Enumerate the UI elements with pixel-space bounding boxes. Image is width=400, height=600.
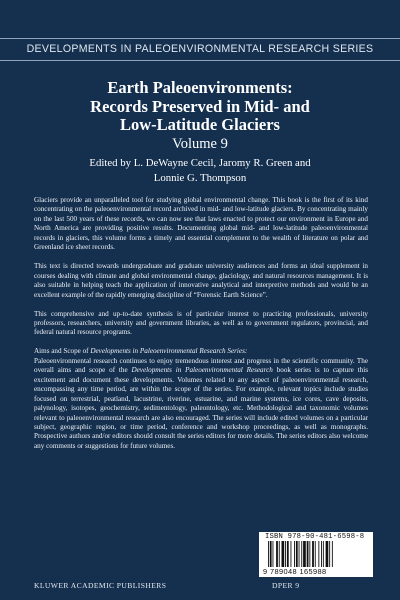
- barcode-digits: 9 789048 165988: [263, 567, 327, 576]
- barcode-icon: [268, 541, 366, 567]
- blurb: [34, 196, 368, 461]
- book-title-line: Earth Paleoenvironments:: [107, 78, 293, 97]
- book-title-line: Low-Latitude Glaciers: [120, 115, 280, 134]
- series-title: DEVELOPMENTS IN PALEOENVIRONMENTAL RESEARCH SERIES: [26, 43, 374, 55]
- blurb-paragraph: Glaciers provide an unparalleled tool for studying global environmental change. This book is the first of its kind concentrating on the paleoenvironmental record archived in mid- and low-latitude glaciers. By concentrating mainly on the last 500 years of these records, we can now see that laws enacted to protect our environment in Europe and North America are providing positive results. Documenting global mid- and low-latitude paleoenvironmental records in glaciers, this volume forms a timely and essential complement to the wealth of literature on polar and Greenland ice sheet records.: [34, 196, 368, 252]
- isbn-label: ISBN 978-90-481-6598-8: [265, 533, 365, 541]
- aims-text: Paleoenvironmental research continues to enjoy tremendous interest and progress in the scientific community. The overall aims and scope of the: [34, 356, 368, 375]
- aims-series-name: Developments in Paleoenvironmental Research: [131, 366, 273, 375]
- isbn-barcode-box: [259, 532, 373, 577]
- series-banner: [0, 36, 400, 64]
- aims-text: book series is to capture this excitement and document these developments. Volumes related to any aspect of paleoenvironmental research, encompassing any time period, are within the scope of the series. For example, relevant topics include studies focused on terrestrial, peatland, lacustrine, riverine, estuarine, and marine systems, ice cores, cave deposits, palynology, isotopes, geochemistry, sedimentology, paleontology, etc. Methodological and taxonomic volumes relevant to paleoenvironmental research are also encouraged. The series will include edited volumes on a particular subject, geographic region, or time period, conference and workshop proceedings, as well as monographs. Prospective authors and/or editors should consult the series editors for more details. The series editors also welcome any comments or suggestions for future volumes.: [34, 366, 368, 450]
- editors-credit: [0, 156, 400, 186]
- blurb-paragraph: This text is directed towards undergraduate and graduate university audiences and forms an ideal supplement in courses dealing with climate and global environmental change, glaciology, and natural resources management. It is also suitable in helping teach the application of innovative analytical and interpretive methods and would be an excellent example of the rapidly emerging discipline of “Forensic Earth Science”.: [34, 262, 368, 299]
- series-top-rule: [0, 38, 400, 39]
- book-title-line: Records Preserved in Mid- and: [90, 96, 310, 116]
- aims-heading-series: Developments in Paleoenvironmental Research Series:: [90, 347, 248, 356]
- blurb-paragraph: This comprehensive and up-to-date synthesis is of particular interest to practicing professionals, university professors, researchers, university and government libraries, as well as to government regulators, provincial, and federal natural resource programs.: [34, 309, 368, 337]
- editors-line: Lonnie G. Thompson: [153, 172, 247, 184]
- editors-line: Edited by L. DeWayne Cecil, Jaromy R. Green and: [89, 157, 311, 169]
- aims-paragraph: [34, 357, 368, 452]
- series-code: DPER 9: [272, 581, 300, 590]
- book-title: [0, 79, 400, 135]
- publisher-name: KLUWER ACADEMIC PUBLISHERS: [34, 581, 167, 590]
- volume-label: Volume 9: [172, 136, 228, 152]
- aims-heading-prefix: Aims and Scope of: [34, 347, 91, 356]
- series-bottom-rule: [0, 60, 400, 61]
- aims-heading: [34, 347, 368, 356]
